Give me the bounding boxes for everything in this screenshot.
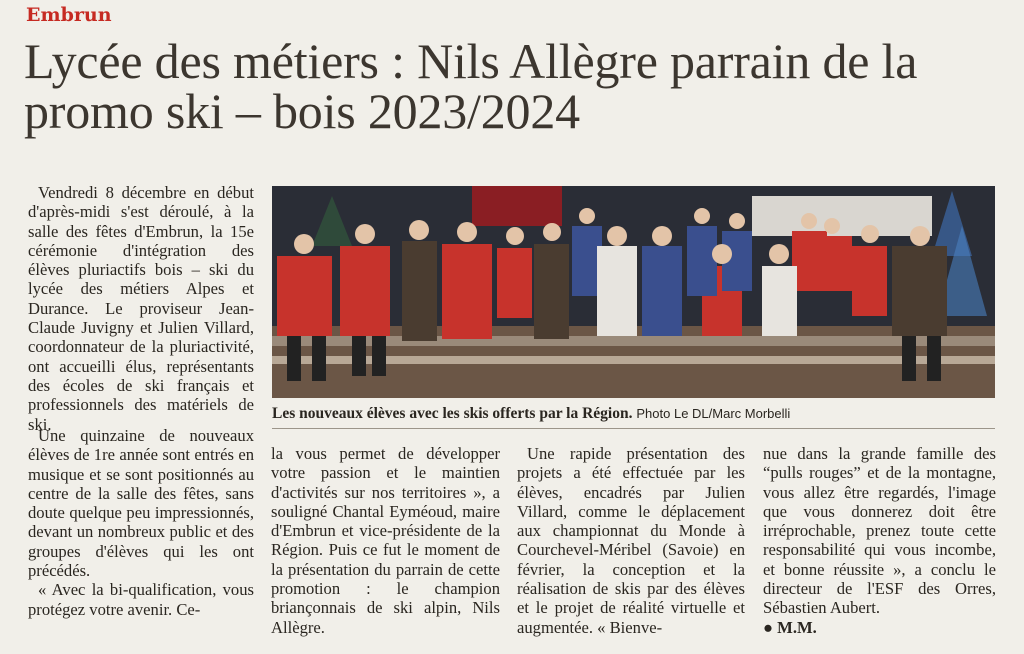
signature: ● M.M. <box>763 617 817 637</box>
paragraph-intro: Vendredi 8 décembre en début d'après-midi s'est déroulé, à la salle des fêtes d'Embrun, la 15e cérémonie d'intégration des élèves pluriactifs bois – ski du lycée des métiers Alpes et Durance. Le proviseur Jean-Claude Juvigny et Julien Villard, coordonnateur de la pluriactivité, ont accueilli élus, représentants des écoles de ski français et professionnels des matériels de ski. <box>28 183 254 434</box>
paragraph-col2: la vous permet de développer votre passion et le maintien d'activités sur nos territoires », a souligné Chantal Eyméoud, maire d'Embrun et vice-présidente de la Région. Puis ce fut le moment de la présentation du parrain de cette promotion : le champion briançonnais de ski alpin, Nils Allègre. <box>271 444 500 637</box>
body-column-1-top <box>28 183 254 434</box>
photo-credit: Photo Le DL/Marc Morbelli <box>636 406 791 421</box>
body-column-3 <box>517 444 745 637</box>
body-column-1-bottom <box>28 426 254 619</box>
headline: Lycée des métiers : Nils Allègre parrain de la promo ski – bois 2023/2024 <box>24 33 918 139</box>
signature-text: M.M. <box>777 617 817 637</box>
photo <box>272 186 995 398</box>
body-column-2 <box>271 444 500 637</box>
photo-caption <box>272 405 995 423</box>
kicker: Embrun <box>26 4 112 26</box>
paragraph-col4: nue dans la grande famille des “pulls rouges” et de la montagne, vous allez être regardés, l'image que vous donnerez doit être irréprochable, prenez toute cette responsabilité qui vous incombe, et bonne réussite », a conclu le directeur de l'ESF des Orres, Sébastien Aubert. <box>763 444 996 618</box>
paragraph-quote-start: « Avec la bi-qualification, vous protégez votre avenir. Ce- <box>28 580 254 619</box>
photo-image <box>272 186 995 398</box>
paragraph-students: Une quinzaine de nouveaux élèves de 1re année sont entrés en musique et se sont positionnés au centre de la salle des fêtes, sans doute quelque peu impressionnés, devant un nombreux public et des groupes d'élèves qui les ont précédés. <box>28 426 254 581</box>
caption-text: Les nouveaux élèves avec les skis offerts par la Région. <box>272 405 633 422</box>
caption-rule <box>272 428 995 429</box>
body-column-4 <box>763 444 996 637</box>
paragraph-col3: Une rapide présentation des projets a été effectuée par les élèves, encadrés par Julien Villard, comme le déplacement aux championnat du Monde à Courchevel-Méribel (Savoie) en février, la conception et la réalisation de skis par des élèves et le projet de réalité virtuelle et augmentée. « Bienve- <box>517 444 745 637</box>
